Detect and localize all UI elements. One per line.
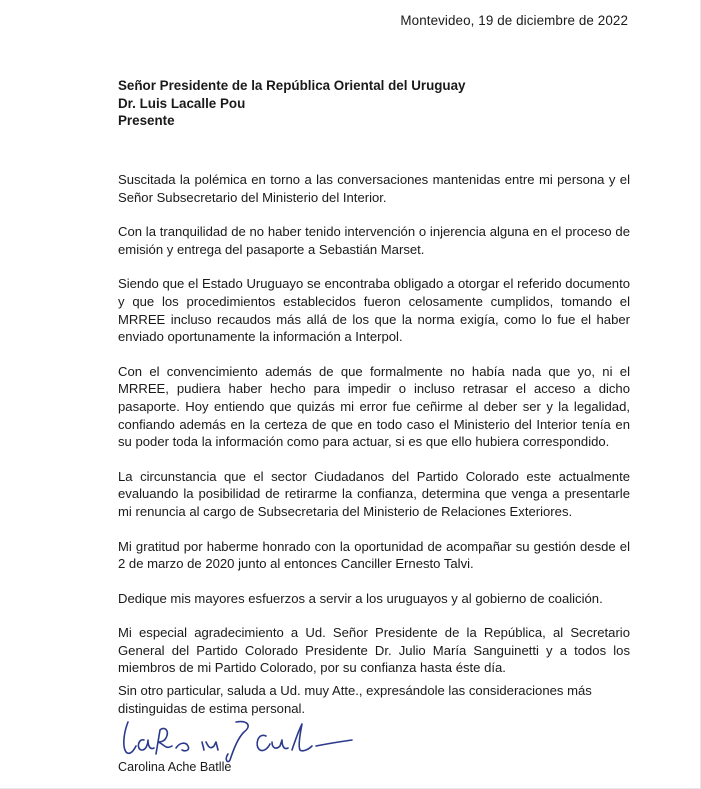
recipient-name: Dr. Luis Lacalle Pou [118, 95, 246, 111]
recipient-title: Señor Presidente de la República Oriental del Uruguay [118, 78, 466, 93]
recipient-presente: Presente [118, 113, 175, 128]
paragraph-5: La circunstancia que el sector Ciudadanos del Partido Colorado este actualmente evaluando la posibilidad de retirarme la confianza, determina que venga a presentarle mi renuncia al cargo de Subsecretaria del Ministerio de Relaciones Exteriores. [118, 468, 630, 519]
signer-name: Carolina Ache Batlle [118, 760, 232, 774]
paragraph-1: Suscitada la polémica en torno a las conversaciones mantenidas entre mi persona y el Señor Subsecretario del Ministerio del Interior. [118, 172, 630, 205]
paragraph-8: Mi especial agradecimiento a Ud. Señor Presidente de la República, al Secretario General del Partido Colorado Presidente Dr. Julio María Sanguinetti y a todos los miembros de mi Partido Colorado, por su confianza hasta éste día. [118, 625, 630, 676]
date-line: Montevideo, 19 de diciembre de 2022 [400, 13, 628, 28]
recipient-block [118, 77, 466, 130]
signature-svg [116, 716, 356, 764]
closing-block [118, 682, 630, 717]
closing-text: Sin otro particular, saluda a Ud. muy Atte., expresándole las consideraciones más distinguidas de estima personal. [118, 683, 592, 716]
letter-body [118, 171, 630, 677]
paragraph-4: Con el convencimiento además de que formalmente no había nada que yo, ni el MRREE, pudiera haber hecho para impedir o incluso retrasar el acceso a dicho pasaporte. Hoy entiendo que quizás mi error fue ceñirme al deber ser y la legalidad, confiando además en la certeza de que en todo caso el Ministerio del Interior tenía en su poder toda la información como para actuar, si es que ello hubiera correspondido. [118, 363, 630, 450]
paragraph-6: Mi gratitud por haberme honrado con la oportunidad de acompañar su gestión desde el 2 de marzo de 2020 junto al entonces Canciller Ernesto Talvi. [118, 538, 630, 572]
paragraph-2: Con la tranquilidad de no haber tenido intervención o injerencia alguna en el proceso de emisión y entrega del pasaporte a Sebastián Marset. [118, 224, 630, 257]
paragraph-3: Siendo que el Estado Uruguayo se encontraba obligado a otorgar el referido documento y que los procedimientos establecidos fueron celosamente cumplidos, tomando el MRREE incluso recaudos más allá de los que la norma exigía, como lo fue el haber enviado oportunamente la información a Interpol. [118, 276, 630, 345]
paragraph-7: Dedique mis mayores esfuerzos a servir a los uruguayos y al gobierno de coalición. [118, 590, 603, 606]
